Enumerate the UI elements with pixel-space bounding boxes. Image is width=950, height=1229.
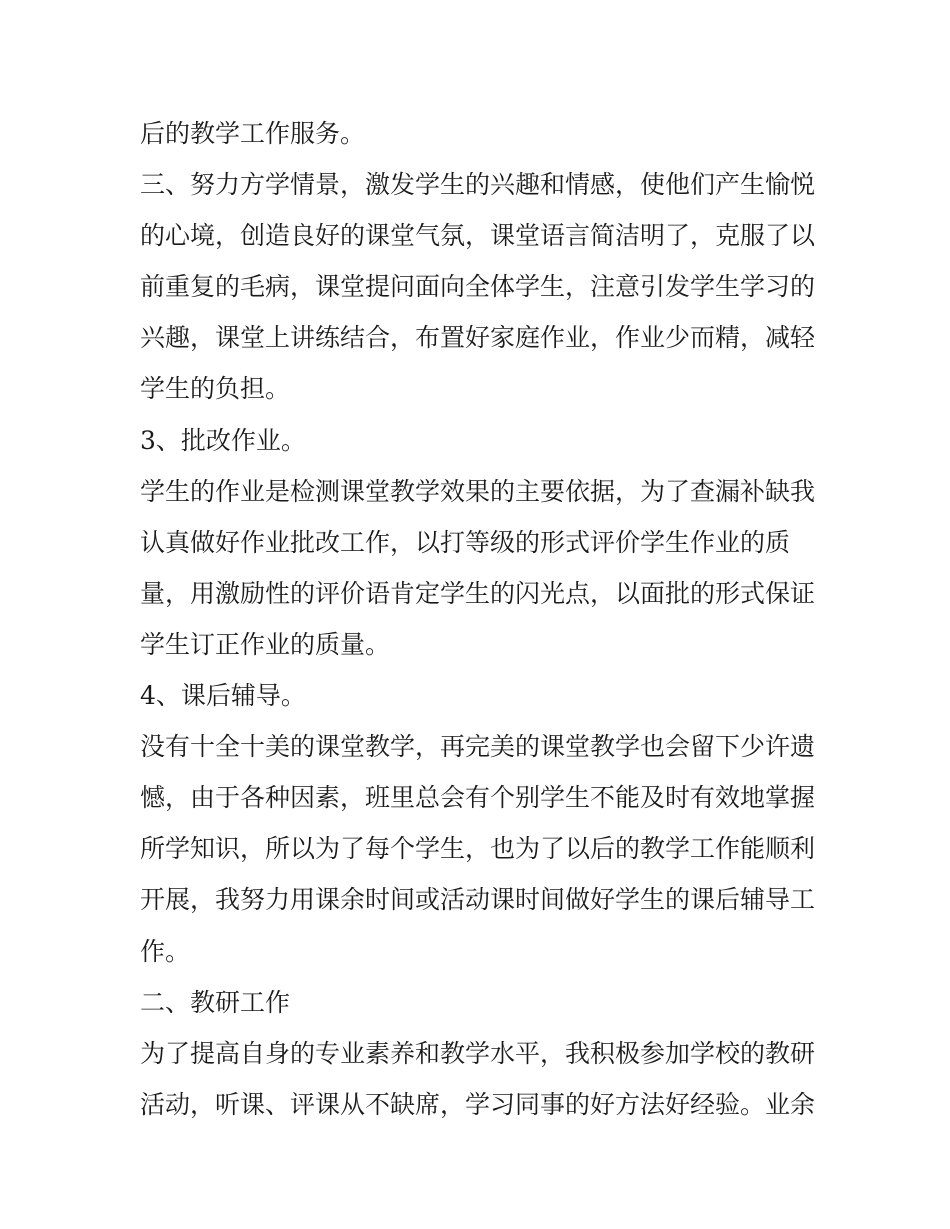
text-line: 后的教学工作服务。 — [140, 119, 366, 148]
text-line: 活动，听课、评课从不缺席，学习同事的好方法好经验。业余 — [140, 1089, 816, 1119]
text-line: 认真做好作业批改工作，以打等级的形式评价学生作业的质 — [140, 527, 791, 557]
text-line: 三、努力方学情景，激发学生的兴趣和情感，使他们产生愉悦 — [140, 170, 816, 200]
text-line: 作。 — [140, 936, 191, 966]
section-heading: 4、课后辅导。 — [140, 681, 306, 711]
text-line: 学生订正作业的质量。 — [140, 629, 391, 659]
text-line: 量，用激励性的评价语肯定学生的闪光点，以面批的形式保证 — [140, 578, 816, 608]
text-line: 的心境，创造良好的课堂气氛，课堂语言简洁明了，克服了以 — [140, 221, 816, 251]
text-line: 学生的负担。 — [140, 374, 291, 404]
document-body — [140, 108, 820, 1130]
text-line: 学生的作业是检测课堂教学效果的主要依据，为了查漏补缺我 — [140, 476, 816, 506]
text-line: 为了提高自身的专业素养和教学水平，我积极参加学校的教研 — [140, 1038, 816, 1068]
text-line: 没有十全十美的课堂教学，再完美的课堂教学也会留下少许遗 — [140, 732, 816, 762]
text-line: 开展，我努力用课余时间或活动课时间做好学生的课后辅导工 — [140, 885, 816, 915]
text-line: 憾，由于各种因素，班里总会有个别学生不能及时有效地掌握 — [140, 783, 816, 813]
text-line: 前重复的毛病，课堂提问面向全体学生，注意引发学生学习的 — [140, 272, 816, 302]
section-heading: 二、教研工作 — [140, 987, 291, 1017]
text-line: 所学知识，所以为了每个学生，也为了以后的教学工作能顺利 — [140, 834, 816, 864]
text-line: 兴趣，课堂上讲练结合，布置好家庭作业，作业少而精，减轻 — [140, 323, 816, 353]
section-heading: 3、批改作业。 — [140, 425, 306, 455]
